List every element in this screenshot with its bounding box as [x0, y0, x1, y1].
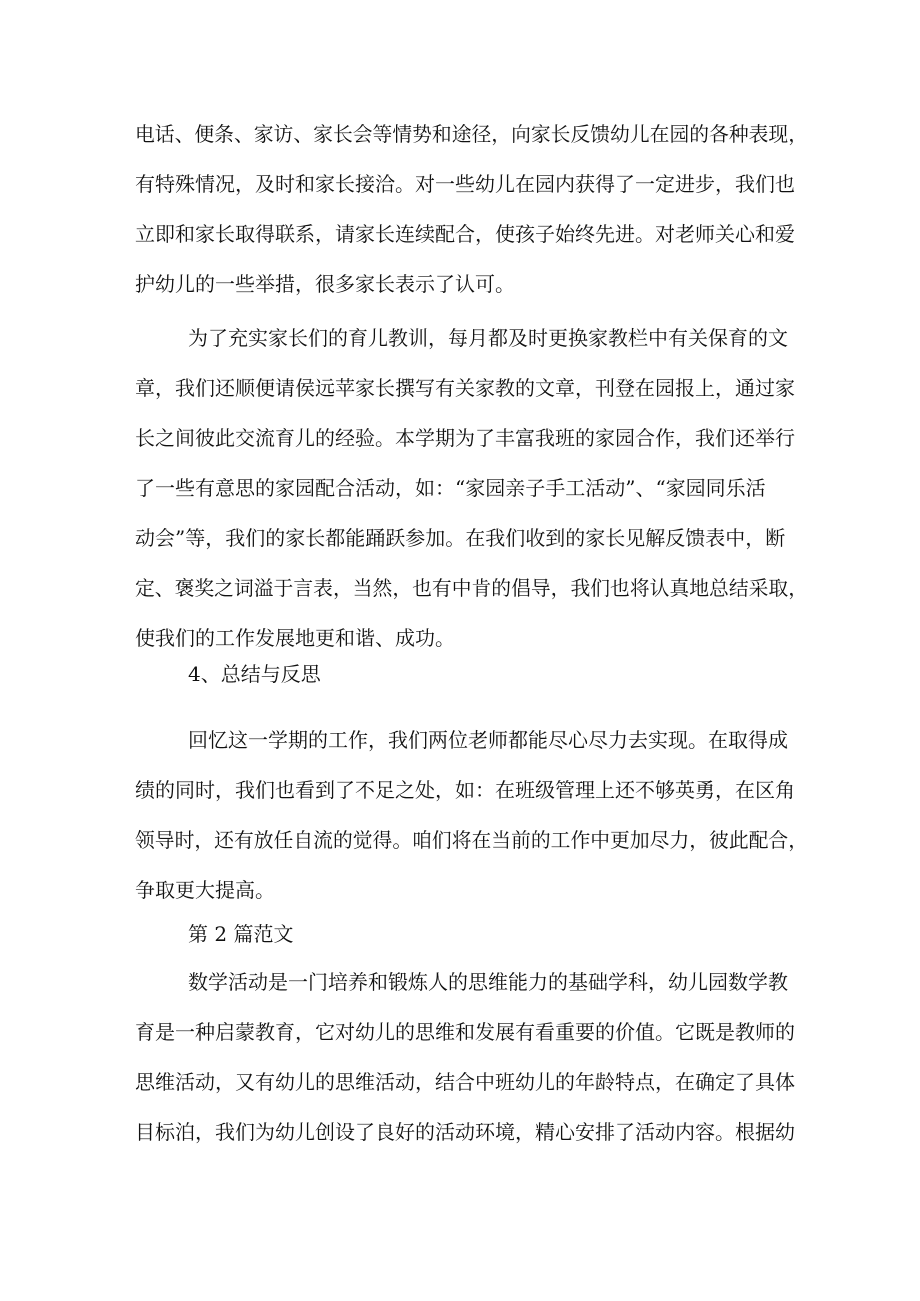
- text-line: 争取更大提高。: [135, 878, 275, 902]
- text-line: 回忆这一学期的工作，我们两位老师都能尽心尽力去实现。在取得成: [188, 728, 788, 752]
- text-line: 有特殊情况，及时和家长接洽。对一些幼儿在园内获得了一定进步，我们也: [135, 172, 795, 196]
- text-line: 数学活动是一门培养和锻炼人的思维能力的基础学科，幼儿园数学教: [188, 970, 788, 994]
- text-line: 定、褒奖之词溢于言表，当然，也有中肯的倡导，我们也将认真地总结采取，: [135, 576, 808, 600]
- text-line: 第 2 篇范文: [188, 922, 294, 946]
- text-line: 立即和家长取得联系，请家长连续配合，使孩子始终先进。对老师关心和爱: [135, 222, 795, 246]
- text-line: 4、总结与反思: [188, 662, 321, 686]
- text-line: 护幼儿的一些举措，很多家长表示了认可。: [135, 272, 515, 296]
- text-line: 思维活动，又有幼儿的思维活动，结合中班幼儿的年龄特点，在确定了具体: [135, 1070, 795, 1094]
- text-line: 动会”等，我们的家长都能踊跃参加。在我们收到的家长见解反馈表中，断: [135, 526, 786, 550]
- text-line: 为了充实家长们的育儿教训，每月都及时更换家教栏中有关保育的文: [188, 326, 788, 350]
- text-line: 绩的同时，我们也看到了不足之处，如：在班级管理上还不够英勇，在区角: [135, 778, 795, 802]
- text-line: 长之间彼此交流育儿的经验。本学期为了丰富我班的家园合作，我们还举行: [135, 426, 795, 450]
- text-line: 电话、便条、家访、家长会等情势和途径，向家长反馈幼儿在园的各种表现，: [135, 122, 808, 146]
- text-line: 章，我们还顺便请侯远苹家长撰写有关家教的文章，刊登在园报上，通过家: [135, 376, 795, 400]
- text-line: 使我们的工作发展地更和谐、成功。: [135, 626, 455, 650]
- text-line: 目标泊，我们为幼儿创设了良好的活动环境，精心安排了活动内容。根据幼: [135, 1120, 795, 1144]
- text-line: 领导时，还有放任自流的觉得。咱们将在当前的工作中更加尽力，彼此配合，: [135, 828, 808, 852]
- text-line: 育是一种启蒙教育，它对幼儿的思维和发展有看重要的价值。它既是教师的: [135, 1020, 795, 1044]
- text-line: 了一些有意思的家园配合活动，如：“家园亲子手工活动”、“家园同乐活: [135, 476, 766, 500]
